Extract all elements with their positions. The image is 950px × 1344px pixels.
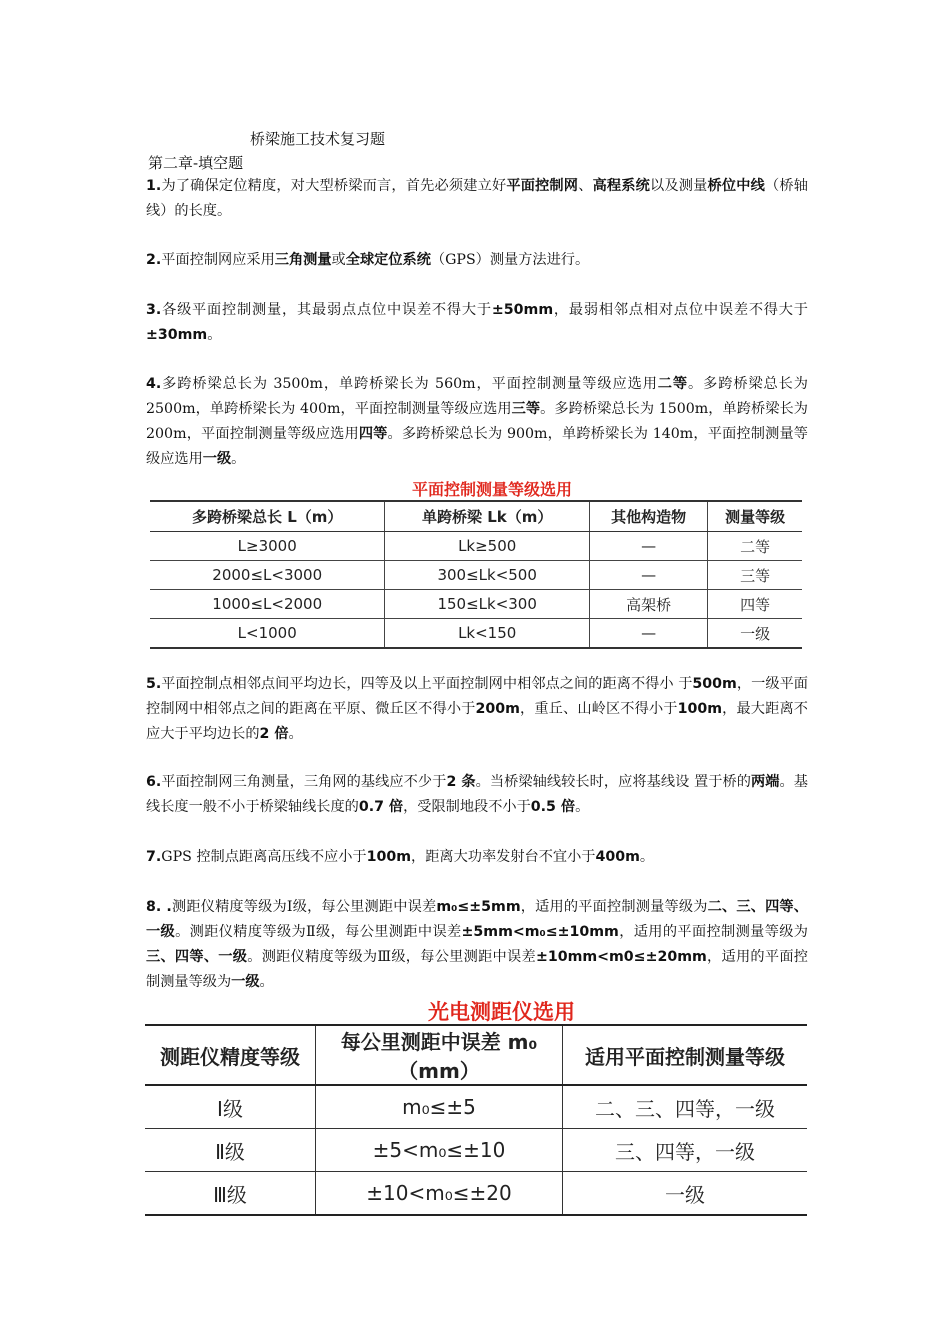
question-text: 。 xyxy=(259,974,274,990)
question-text: ，适用的平面控制测量等级为 xyxy=(146,949,808,990)
table-cell: 1000≤L<2000 xyxy=(150,590,385,619)
question-number: 6. xyxy=(146,774,162,790)
table-header-row xyxy=(150,501,802,532)
answer-text: 平面控制网 xyxy=(506,178,579,194)
question-number: 5. xyxy=(146,676,162,692)
answer-text: 二、三、四等、一级 xyxy=(146,899,808,940)
question-text: 。 xyxy=(288,726,303,742)
question-text: 。基线长度一般不小于桥梁轴线长度的 xyxy=(146,774,808,815)
column-header: 测距仪精度等级 xyxy=(145,1025,316,1085)
table-cell: Ⅲ级 xyxy=(145,1172,316,1216)
question-text: 多跨桥梁总长为 3500m，单跨桥梁长为 560m，平面控制测量等级应选用 xyxy=(161,376,658,392)
question-1 xyxy=(146,174,808,224)
rangefinder-table xyxy=(145,1024,807,1216)
question-number: 4. xyxy=(146,376,162,392)
question-text: 或 xyxy=(331,252,346,268)
answer-text: 400m xyxy=(595,849,640,865)
question-text: ，重丘、山岭区不得小于 xyxy=(519,701,678,717)
answer-text: 0.5 倍 xyxy=(530,799,576,815)
question-text: ，适用的平面控制测量等级为 xyxy=(520,899,708,915)
table-cell: 一级 xyxy=(563,1172,808,1216)
answer-text: 一级 xyxy=(231,974,260,990)
column-header: 适用平面控制测量等级 xyxy=(563,1025,808,1085)
table-cell: ±5<m₀≤±10 xyxy=(316,1129,563,1172)
table-cell: 300≤Lk<500 xyxy=(385,561,590,590)
table-cell: 三、四等，一级 xyxy=(563,1129,808,1172)
answer-text: 全球定位系统 xyxy=(345,252,431,268)
table-cell: L<1000 xyxy=(150,619,385,649)
question-number: 8. . xyxy=(146,899,172,915)
question-text: ，适用的平面控制测量等级为 xyxy=(618,924,808,940)
question-text: ，距离大功率发射台不宜小于 xyxy=(411,849,596,865)
answer-text: 2 条 xyxy=(446,774,476,790)
question-text: GPS 控制点距离高压线不应小于 xyxy=(161,849,367,865)
question-text: 平面控制网应采用 xyxy=(161,252,275,268)
answer-text: 100m xyxy=(677,701,723,717)
question-6 xyxy=(146,770,808,820)
answer-text: 三、四等、一级 xyxy=(146,949,248,965)
answer-text: 500m xyxy=(692,676,737,692)
table-cell: m₀≤±5 xyxy=(316,1085,563,1129)
answer-text: 2 倍 xyxy=(259,726,289,742)
question-7 xyxy=(146,845,808,870)
table-cell: 2000≤L<3000 xyxy=(150,561,385,590)
question-text: ，最弱相邻点相对点位中误差不得大于 xyxy=(553,302,808,318)
answer-text: 高程系统 xyxy=(592,178,651,194)
answer-text: 桥位中线 xyxy=(707,178,766,194)
table-cell: 高架桥 xyxy=(589,590,707,619)
column-header: 多跨桥梁总长 L（m） xyxy=(150,501,385,532)
answer-text: 0.7 倍 xyxy=(358,799,404,815)
table-row xyxy=(145,1129,807,1172)
document-title: 桥梁施工技术复习题 xyxy=(250,130,386,148)
answer-text: 一级 xyxy=(202,451,232,467)
column-header: 单跨桥梁 Lk（m） xyxy=(385,501,590,532)
column-header: 其他构造物 xyxy=(589,501,707,532)
table-cell: Lk≥500 xyxy=(385,532,590,561)
question-text: 以及测量 xyxy=(650,178,708,194)
question-text: 测距仪精度等级为Ⅰ级，每公里测距中误差 xyxy=(171,899,437,915)
table-cell: 四等 xyxy=(708,590,802,619)
question-number: 2. xyxy=(146,252,162,268)
question-text: （桥轴线）的长度。 xyxy=(146,178,808,219)
answer-text: m₀≤±5mm xyxy=(436,899,521,915)
control-grade-table xyxy=(150,500,802,649)
answer-text: 三角测量 xyxy=(274,252,332,268)
question-text: （GPS）测量方法进行。 xyxy=(430,252,590,268)
table-cell: 二、三、四等，一级 xyxy=(563,1085,808,1129)
table-cell: Ⅰ级 xyxy=(145,1085,316,1129)
question-4 xyxy=(146,372,808,472)
question-2 xyxy=(146,248,808,273)
question-text: 。多跨桥梁总长为 900m，单跨桥梁长为 140m，平面控制测量等级应选用 xyxy=(146,426,808,467)
question-text: 为了确保定位精度，对大型桥梁而言，首先必须建立好 xyxy=(161,178,507,194)
table-row xyxy=(150,590,802,619)
question-text: ，受限制地段不小于 xyxy=(403,799,531,815)
answer-text: ±10mm<m0≤±20mm xyxy=(535,949,707,965)
table-cell: ±10<m₀≤±20 xyxy=(316,1172,563,1216)
question-text: 。当桥梁轴线较长时，应将基线设 置于桥的 xyxy=(475,774,752,790)
answer-text: ±50mm xyxy=(491,302,554,318)
answer-text: ±30mm xyxy=(146,327,208,343)
answer-text: 200m xyxy=(475,701,520,717)
table-cell: — xyxy=(589,619,707,649)
question-text: 。 xyxy=(639,849,655,865)
question-text: 。测距仪精度等级为Ⅲ级，每公里测距中误差 xyxy=(247,949,536,965)
table-row xyxy=(150,532,802,561)
question-text: 各级平面控制测量，其最弱点点位中误差不得大于 xyxy=(161,302,492,318)
answer-text: ±5mm<m₀≤±10mm xyxy=(461,924,619,940)
column-header: 测量等级 xyxy=(708,501,802,532)
chapter-heading: 第二章-填空题 xyxy=(148,154,244,172)
table-cell: — xyxy=(589,532,707,561)
answer-text: 100m xyxy=(366,849,412,865)
table-cell: 一级 xyxy=(708,619,802,649)
table-cell: L≥3000 xyxy=(150,532,385,561)
question-text: 。测距仪精度等级为Ⅱ级，每公里测距中误差 xyxy=(175,924,462,940)
column-header: 每公里测距中误差 m₀（mm） xyxy=(316,1025,563,1085)
answer-text: 四等 xyxy=(358,426,388,442)
table-row xyxy=(145,1172,807,1216)
table-cell: — xyxy=(589,561,707,590)
question-text: 、 xyxy=(578,178,593,194)
table-title-rangefinder: 光电测距仪选用 xyxy=(428,1000,575,1024)
question-number: 1. xyxy=(146,178,162,194)
table-cell: 二等 xyxy=(708,532,802,561)
question-number: 7. xyxy=(146,849,162,865)
question-text: 。 xyxy=(207,327,222,343)
table-row xyxy=(150,561,802,590)
question-text: 。 xyxy=(231,451,246,467)
question-8 xyxy=(146,895,808,995)
table-cell: 三等 xyxy=(708,561,802,590)
question-5 xyxy=(146,672,808,747)
answer-text: 二等 xyxy=(657,376,689,392)
table-row xyxy=(150,619,802,649)
answer-text: 三等 xyxy=(511,401,541,417)
table-cell: 150≤Lk<300 xyxy=(385,590,590,619)
question-text: 。多跨桥梁总长为 1500m，单跨桥梁长为 200m，平面控制测量等级应选用 xyxy=(146,401,808,442)
table-row xyxy=(145,1085,807,1129)
question-number: 3. xyxy=(146,302,162,318)
question-text: 。多跨桥梁总长为 2500m，单跨桥梁长为 400m，平面控制测量等级应选用 xyxy=(146,376,808,417)
question-text: ，一级平面控制网中相邻点之间的距离在平原、微丘区不得小于 xyxy=(146,676,808,717)
table-title-control-grade: 平面控制测量等级选用 xyxy=(412,480,573,499)
question-3 xyxy=(146,298,808,348)
question-text: 平面控制网三角测量，三角网的基线应不少于 xyxy=(161,774,447,790)
question-text: ，最大距离不应大于平均边长的 xyxy=(146,701,808,742)
table-header-row xyxy=(145,1025,807,1085)
question-text: 平面控制点相邻点间平均边长，四等及以上平面控制网中相邻点之间的距离不得小 于 xyxy=(161,676,693,692)
table-cell: Lk<150 xyxy=(385,619,590,649)
question-text: 。 xyxy=(575,799,590,815)
table-cell: Ⅱ级 xyxy=(145,1129,316,1172)
answer-text: 两端 xyxy=(751,774,780,790)
